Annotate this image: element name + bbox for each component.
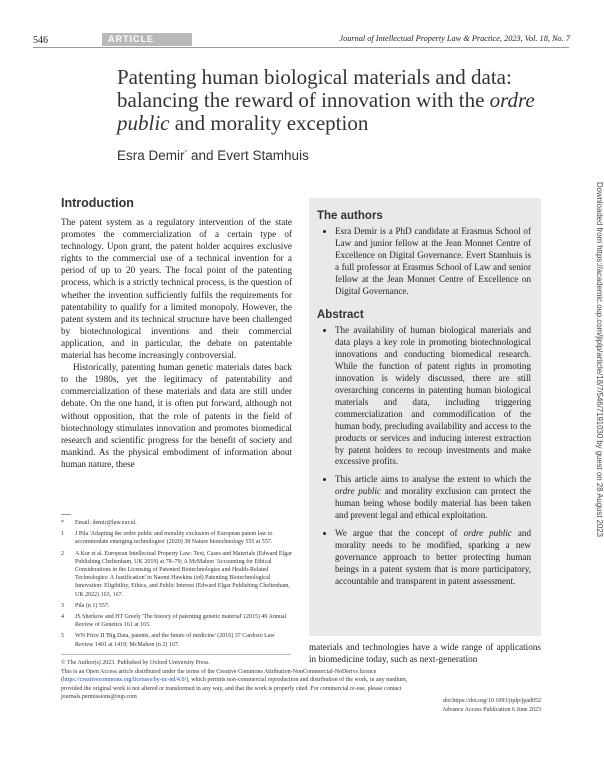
- license-notice: © The Author(s) 2023. Published by Oxford University Press. This is an Open Access article distributed under the terms of the Creative Commons Attribution-NonCommercial-NoDerivs licence (https://creativecommons.org/licenses/by-nc-nd/4.0/), which permits non-commercial reproduction and distribution of the work, in any medium, provided the original work is not altered or transformed in any way, and that the work is properly cited. For commercial re-use, please contact journals.permissions@oup.com: [61, 660, 408, 701]
- authors-box-item: • Esra Demir is a PhD candidate at Erasmus School of Law and junior fellow at the Jean Monnet Centre of Excellence on Digital Governance. Evert Stamhuis is a full professor at Erasmus School of Law and senior fellow at the Jean Monnet Centre of Excellence on Digital Governance.: [335, 226, 531, 297]
- license-link[interactable]: https://creativecommons.org/licenses/by-nc-nd/4.0/: [63, 677, 187, 684]
- doi-link[interactable]: doi:https://doi.org/10.1093/jiplp/jpad052: [443, 698, 541, 704]
- introduction-body: [61, 216, 292, 470]
- body-continuation: materials and technologies have a wide range of applications in biomedicine today, such as next-generation: [309, 642, 541, 665]
- footnote-rule: [61, 514, 71, 515]
- author-stamhuis[interactable]: Evert Stamhuis: [217, 148, 309, 163]
- footnote: 4 JS Sherkow and HT Greely 'The history of patenting genetic material' (2015) 49 Annual Review of Genetics 161 at 165.: [61, 614, 287, 629]
- summary-box: [309, 198, 541, 636]
- footnote: 3 Pila (n 1) 557.: [61, 602, 110, 609]
- license-rule: [61, 654, 291, 655]
- header-rule: [33, 47, 569, 48]
- abstract-item-1: • The availability of human biological materials and data plays a key role in promoting biotechnological innovations and conducting biomedical research. While the function of patent rights in promoting innovation is widely discussed, there are still overarching concerns in patenting human biological materials and data, including triggering commercialization and commodification of the human body, precluding availability and access to the products or services and inducing interest extraction by patent holders to recoup investments and make excessive profits.: [335, 325, 531, 468]
- authors-box-heading: The authors: [317, 210, 383, 222]
- abstract-heading: Abstract: [317, 309, 364, 322]
- journal-citation: Journal of Intellectual Property Law & Practice, 2023, Vol. 18, No. 7: [339, 34, 570, 43]
- abstract-list: [309, 325, 541, 587]
- footnote: 2 A Kur et al. European Intellectual Property Law: Text, Cases and Materials (Edward Elgar Publishing Cheltenham, UK 2019) at 78–79; A McMahon 'Accounting for Ethical Considerations in the Licensing of Patented Biotechnologies and Health-Related Technologies: A Justification' in Naomi Hawkins (ed) Patenting Biotechnological Innovation: Eligibility, Ethics, and Public Interest (Edward Elgar Publishing Cheltenham, UK 2022) 163, 167.: [61, 550, 292, 598]
- footnote: * Email: demir@law.eur.nl.: [61, 520, 137, 526]
- page-number: 546: [33, 35, 48, 46]
- doi-info: doi:https://doi.org/10.1093/jiplp/jpad052 Advance Access Publication 6 June 2023: [414, 697, 541, 714]
- article-type-tag: ARTICLE: [102, 33, 192, 46]
- footnotes: [61, 519, 292, 652]
- intro-paragraph-1: The patent system as a regulatory intervention of the state promotes the commercialization of a certain type of technology. Upon grant, the patent holder acquires exclusive rights to the commercial use of a technical invention for a period of up to 20 years. The focal point of the patenting process, which is a strictly technical process, is the question of whether the invention sufficiently fulfils the requirements for patentability to qualify for a limited monopoly. However, the patent system and its technical structure have been challenged by biotechnological inventions and their commercial application, and in particular, the debate on patentable material has become increasingly controversial.: [61, 217, 292, 361]
- author-demir[interactable]: Esra Demir: [117, 148, 185, 163]
- author-line: Esra Demir* and Evert Stamhuis: [117, 148, 309, 163]
- abstract-item-2: • This article aims to analyse the extent to which the ordre public and morality exclusion can protect the human being whose bodily material has been taken and prevent legal and ethical exploitation.: [335, 474, 531, 522]
- abstract-item-3: • We argue that the concept of ordre public and morality needs to be modified, sparking a new governance approach to better protecting human beings in a patent system that is more participatory, accountable and transparent in patent assessment.: [335, 528, 531, 588]
- footnote: 5 WN Price II 'Big Data, patents, and the future of medicine' (2016) 37 Cardozo Law Review 1401 at 1419; McMahon (n 2) 167.: [61, 633, 275, 648]
- intro-paragraph-2: Historically, patenting human genetic materials dates back to the 1980s, yet the legitimacy of patentability and commercialization of these materials and data are still under debate. On the one hand, it is often put forward, although not without opposition, that the role of patents in the field of biotechnology stimulates innovation and promotes biomedical research and scientific progress for the benefit of society and mankind. As the physical embodiment of information about human nature, these: [61, 362, 292, 469]
- article-title: Patenting human biological materials and data: balancing the reward of innovation with the ordre public and morality exception: [117, 65, 535, 135]
- footnote: 1 J Pila 'Adapting the ordre public and morality exclusion of European patent law to accommodate emerging technologies' (2020) 38 Nature biotechnology 555 at 557.: [61, 531, 273, 546]
- authors-box-list: [309, 226, 541, 297]
- section-heading-introduction: Introduction: [61, 196, 134, 210]
- download-watermark: Downloaded from https://academic.oup.com/jiplp/article/18/7/546/7191030 by guest on 28 August 2023: [595, 182, 604, 537]
